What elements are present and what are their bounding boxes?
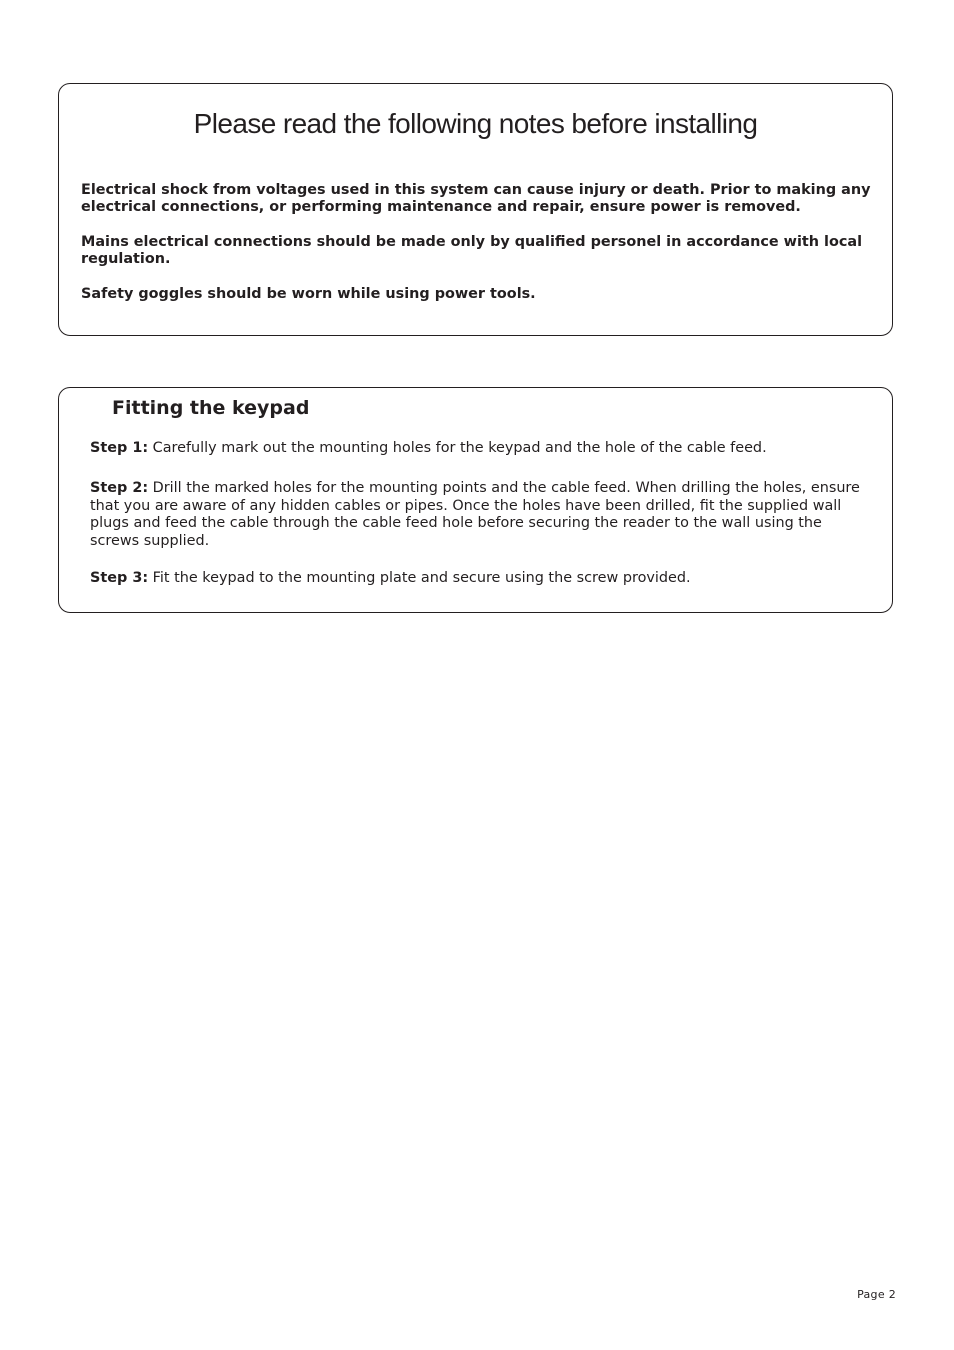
notes-title: Please read the following notes before installing [193,108,758,139]
step-2-text: Drill the marked holes for the mounting points and the cable feed. When drilling the holes, ensure that you are aware of any hidden cables or pipes. Once the holes have been drilled, fit the supplied wall plugs and feed the cable through the cable feed hole before securing the reader to the wall using the screws supplied. [90,480,860,549]
step-3-text: Fit the keypad to the mounting plate and secure using the screw provided. [148,570,691,586]
step-1-label: Step 1: [90,440,149,456]
safety-note-mains-connections: Mains electrical connections should be made only by qualified personel in accordance with local regulation. [81,234,863,267]
safety-note-electrical-shock: Electrical shock from voltages used in this system can cause injury or death. Prior to making any electrical connections, or performing maintenance and repair, ensure power is removed. [81,182,871,215]
step-1 [90,440,870,458]
fitting-keypad-box [58,387,893,613]
section-title: Fitting the keypad [112,397,310,419]
step-2 [90,480,870,550]
safety-notes-box [58,83,893,336]
step-3 [90,570,870,588]
step-2-label: Step 2: [90,480,149,496]
safety-note-goggles: Safety goggles should be worn while using power tools. [81,286,536,302]
step-3-label: Step 3: [90,570,149,586]
step-1-text: Carefully mark out the mounting holes for the keypad and the hole of the cable feed. [148,440,767,456]
page-number: Page 2 [857,1288,896,1301]
